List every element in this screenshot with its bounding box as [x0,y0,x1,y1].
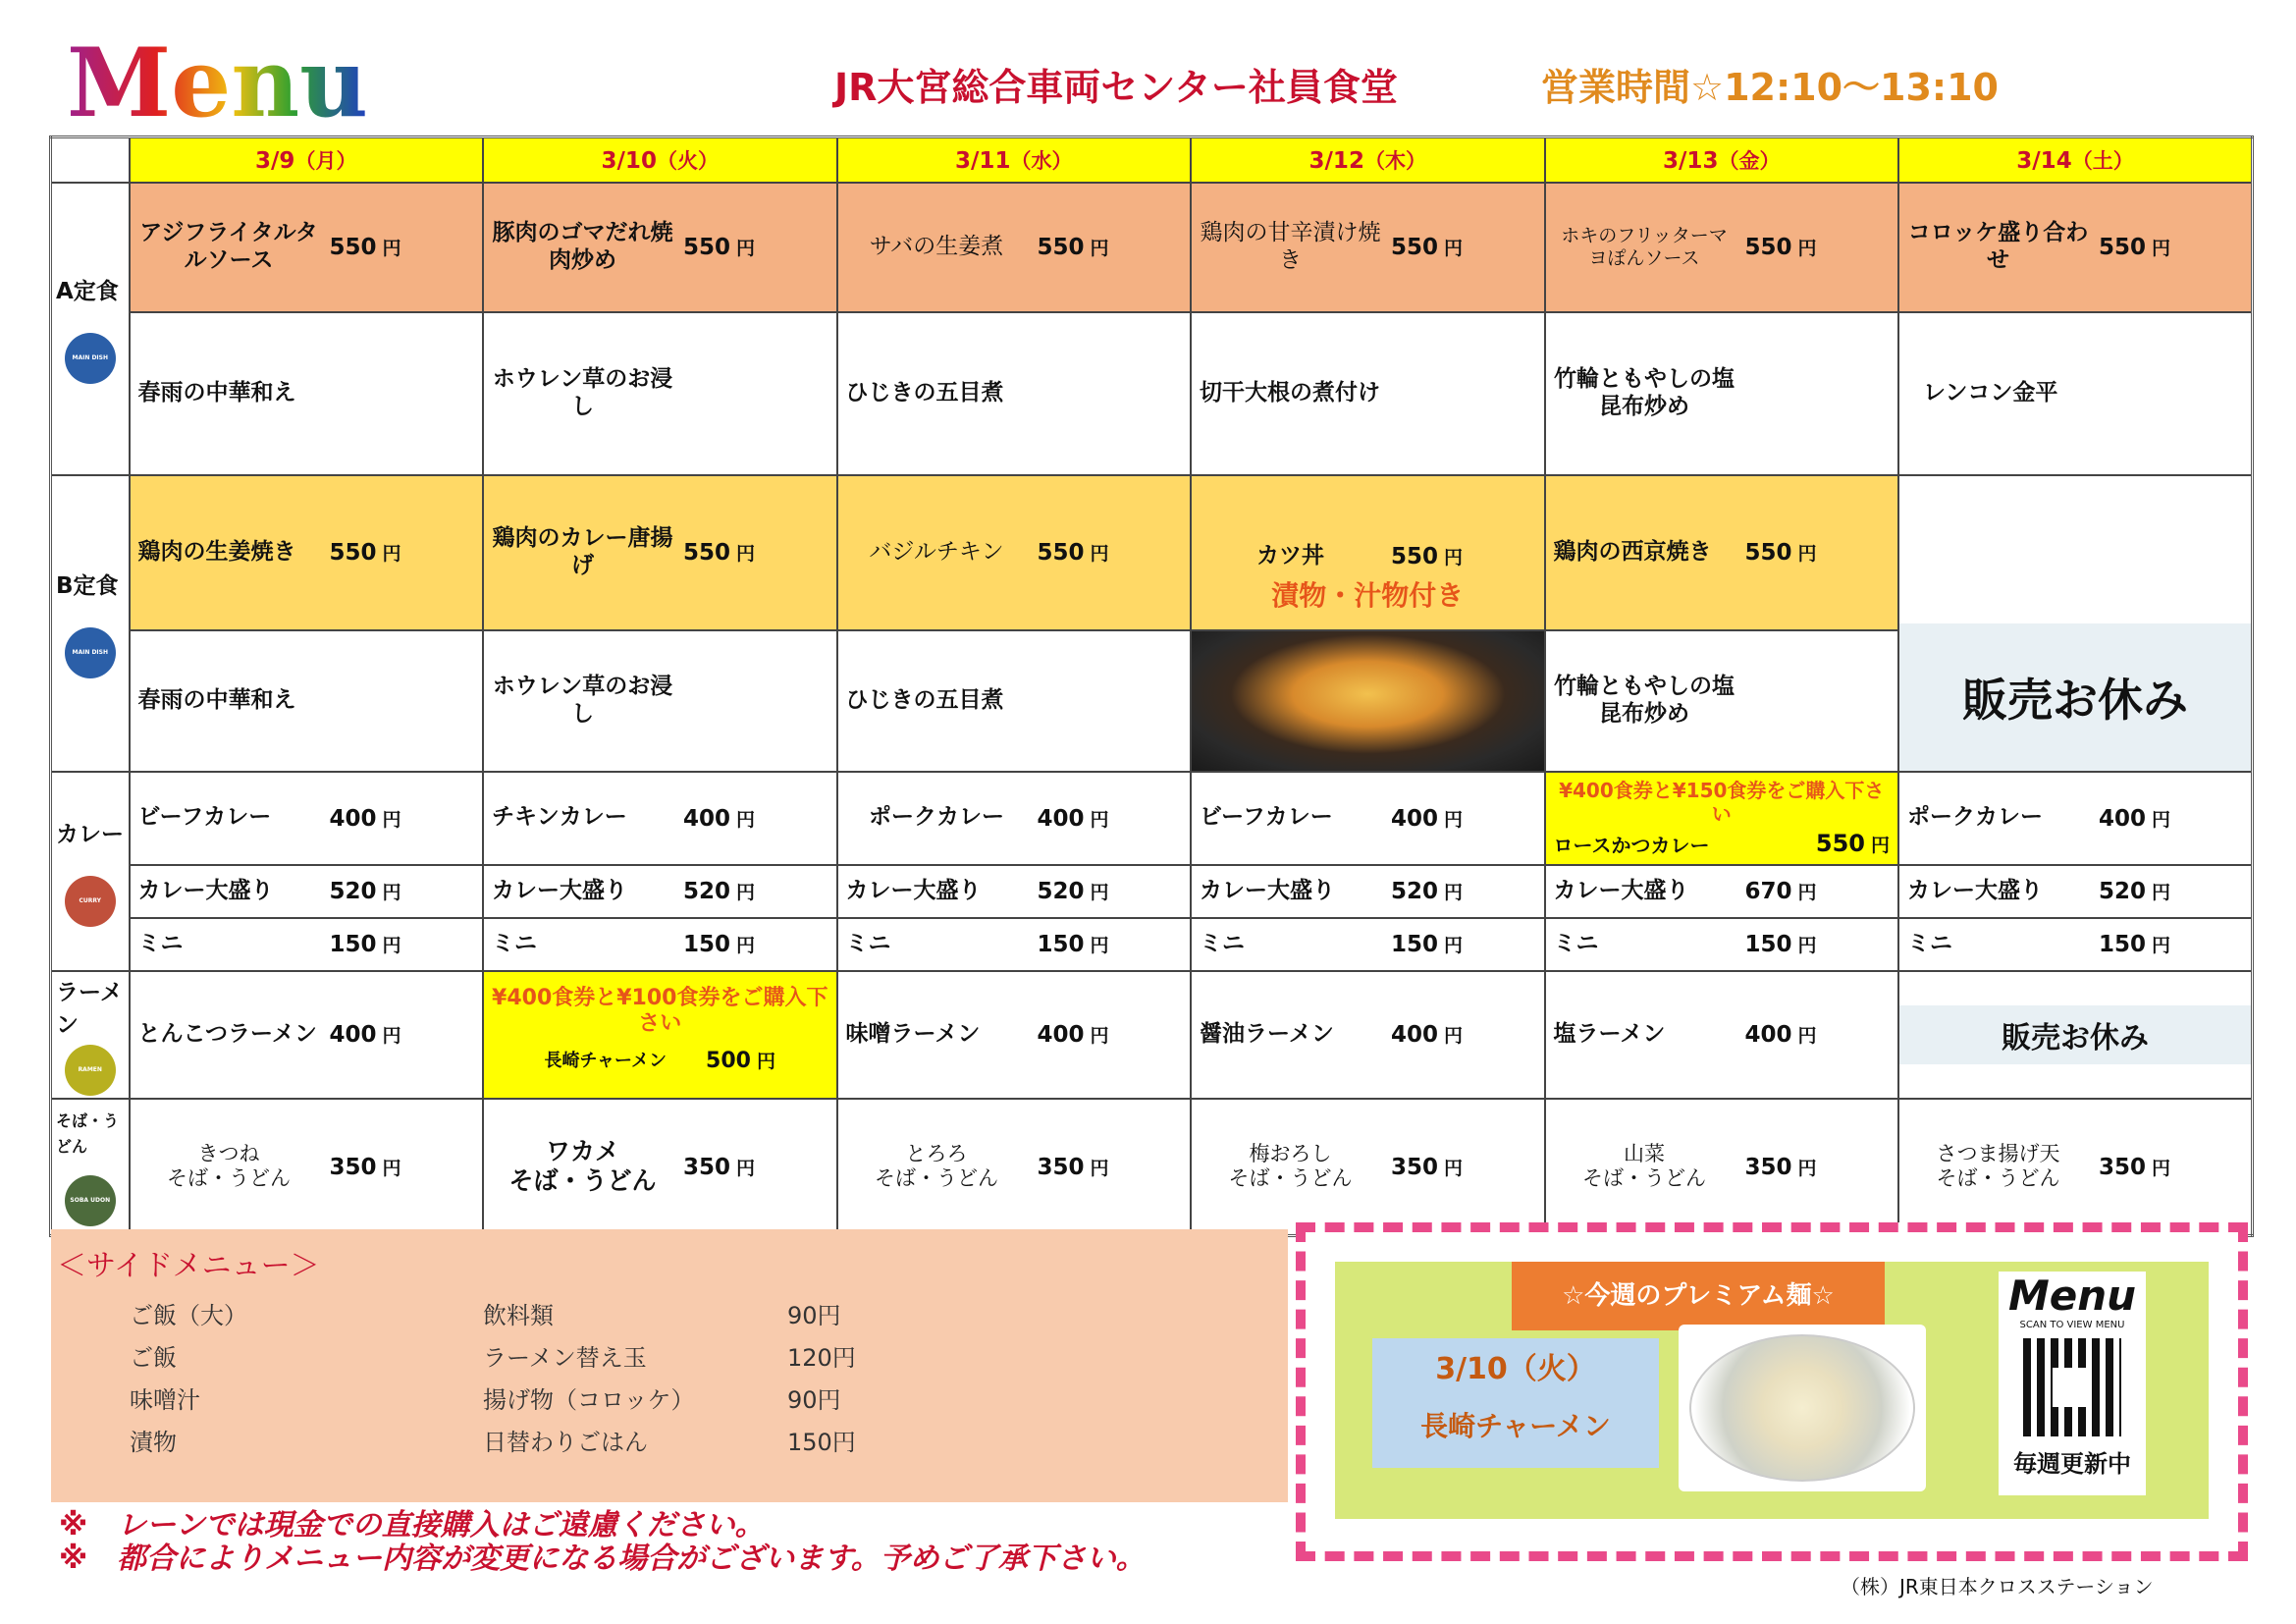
main-dish-icon: MAIN DISH [65,333,116,384]
curry-item: ポークカレー 400 円 [837,772,1192,865]
closed-label: 販売お休み [1899,623,2251,771]
a-main-item: ホキのフリッターマヨぽんソース 550 円 [1545,183,1899,312]
b-closed-cell [1898,475,2253,772]
curry-item: ビーフカレー 400 円 [1191,772,1545,865]
soba-icon: SOBA UDON [65,1175,116,1226]
curry-item: ビーフカレー 400 円 [130,772,484,865]
a-main-item: 鶏肉の甘辛漬け焼き 550 円 [1191,183,1545,312]
katsudon-photo [1191,630,1545,771]
date-header-row [51,137,2253,183]
menu-logo [47,37,508,135]
curry-mini-item: ミニ 150 円 [1898,918,2253,971]
curry-item: ポークカレー 400 円 [1898,772,2253,865]
ramen-icon: RAMEN [65,1045,116,1096]
a-main-item: コロッケ盛り合わせ 550 円 [1898,183,2253,312]
day-header: 3/13（金） [1545,137,1899,183]
ramen-item: 醤油ラーメン 400 円 [1191,971,1545,1099]
b-main-item: 鶏肉の生姜焼き 550 円 [130,475,484,631]
warning-note: ※ レーンでは現金での直接購入はご遠慮ください。 [59,1508,765,1543]
soba-item: 梅おろし そば・うどん 350 円 [1191,1099,1545,1236]
curry-row [51,772,2253,865]
a-side-item: レンコン金平 [1898,312,2253,475]
category-a-set: A定食 MAIN DISH [51,183,130,475]
curry-mini-item: ミニ 150 円 [837,918,1192,971]
premium-info: 3/10（火） 長崎チャーメン [1372,1338,1659,1468]
main-dish-icon: MAIN DISH [65,627,116,678]
svg-text:Menu: Menu [67,37,368,135]
weekly-menu-table [49,135,2254,1237]
a-side-item: 切干大根の煮付け [1191,312,1545,475]
premium-noodle-panel [1296,1222,2248,1561]
curry-mini-row [51,918,2253,971]
list-item: ご飯 ラーメン替え玉 120円 [130,1344,856,1372]
a-main-item: サバの生姜煮 550 円 [837,183,1192,312]
soba-row [51,1099,2253,1236]
ramen-item: 塩ラーメン 400 円 [1545,971,1899,1099]
b-side-item: 竹輪ともやしの塩昆布炒め [1545,630,1899,771]
promo-text: ¥400食券と¥150食券をご購入下さい [1559,778,1885,826]
b-side-item: ホウレン草のお浸し [483,630,837,771]
b-main-item: カツ丼 550 円 漬物・汁物付き [1191,475,1545,631]
b-side-item: ひじきの五目煮 [837,630,1192,771]
a-side-item: 春雨の中華和え [130,312,484,475]
curry-large-item: カレー大盛り 520 円 [1191,865,1545,918]
day-header: 3/14（土） [1898,137,2253,183]
warning-note: ※ 都合によりメニュー内容が変更になる場合がございます。予めご了承下さい。 [59,1542,1146,1576]
closed-label: 販売お休み [1899,1005,2251,1064]
side-menu-panel [51,1229,1288,1502]
day-header: 3/11（水） [837,137,1192,183]
a-set-side-row [51,312,2253,475]
list-item: 味噌汁 揚げ物（コロッケ） 90円 [130,1386,841,1414]
ramen-row [51,971,2253,1099]
page-title: JR大宮総合車両センター社員食堂 [834,66,1398,109]
list-item: 漬物 日替わりごはん 150円 [130,1429,856,1456]
company-name: （株）JR東日本クロスステーション [1841,1575,2154,1598]
ramen-item: とんこつラーメン 400 円 [130,971,484,1099]
soba-item: ワカメ そば・うどん 350 円 [483,1099,837,1236]
qr-code-card[interactable]: Menu SCAN TO VIEW MENU 毎週更新中 [1999,1272,2146,1495]
champon-photo [1679,1325,1926,1491]
soba-item: さつま揚げ天 そば・うどん 350 円 [1898,1099,2253,1236]
curry-large-item: カレー大盛り 670 円 [1545,865,1899,918]
a-side-item: 竹輪ともやしの塩昆布炒め [1545,312,1899,475]
ramen-closed-cell [1898,971,2253,1099]
a-side-item: ひじきの五目煮 [837,312,1192,475]
curry-icon: CURRY [65,876,116,927]
category-curry: カレー CURRY [51,772,130,971]
curry-mini-item: ミニ 150 円 [1545,918,1899,971]
promo-text: ¥400食券と¥100食券をご購入下さい [492,985,828,1036]
curry-large-item: カレー大盛り 520 円 [837,865,1192,918]
side-note: 漬物・汁物付き [1271,578,1465,612]
curry-mini-item: ミニ 150 円 [483,918,837,971]
curry-promo-item: ¥400食券と¥150食券をご購入下さい ロースかつカレー 550 円 [1545,772,1899,865]
curry-large-item: カレー大盛り 520 円 [1898,865,2253,918]
soba-item: きつね そば・うどん 350 円 [130,1099,484,1236]
soba-item: 山菜 そば・うどん 350 円 [1545,1099,1899,1236]
b-main-item: バジルチキン 550 円 [837,475,1192,631]
side-menu-title: ＜サイドメニュー＞ [57,1249,320,1283]
curry-large-item: カレー大盛り 520 円 [130,865,484,918]
soba-item: とろろ そば・うどん 350 円 [837,1099,1192,1236]
curry-mini-item: ミニ 150 円 [1191,918,1545,971]
premium-label: ☆今週のプレミアム麺☆ [1512,1262,1885,1330]
ramen-promo-item: ¥400食券と¥100食券をご購入下さい 長崎チャーメン 500 円 [483,971,837,1099]
b-side-item: 春雨の中華和え [130,630,484,771]
a-side-item: ホウレン草のお浸し [483,312,837,475]
curry-item: チキンカレー 400 円 [483,772,837,865]
business-hours: 営業時間☆12:10〜13:10 [1541,66,1999,109]
a-set-main-row [51,183,2253,312]
a-main-item: 豚肉のゴマだれ焼肉炒め 550 円 [483,183,837,312]
category-ramen: ラーメン RAMEN [51,971,130,1099]
b-main-item: 鶏肉のカレー唐揚げ 550 円 [483,475,837,631]
a-main-item: アジフライタルタルソース 550 円 [130,183,484,312]
day-header: 3/9（月） [130,137,484,183]
day-header: 3/12（木） [1191,137,1545,183]
curry-mini-item: ミニ 150 円 [130,918,484,971]
b-set-main-row [51,475,2253,631]
side-menu-list [130,1292,934,1461]
curry-large-item: カレー大盛り 520 円 [483,865,837,918]
curry-large-row [51,865,2253,918]
day-header: 3/10（火） [483,137,837,183]
b-main-item: 鶏肉の西京焼き 550 円 [1545,475,1899,631]
list-item: ご飯（大） 飲料類 90円 [130,1302,841,1329]
category-b-set: B定食 MAIN DISH [51,475,130,772]
category-soba-udon: そば・うどん SOBA UDON [51,1099,130,1236]
qr-code-icon[interactable] [2023,1338,2121,1436]
ramen-item: 味噌ラーメン 400 円 [837,971,1192,1099]
